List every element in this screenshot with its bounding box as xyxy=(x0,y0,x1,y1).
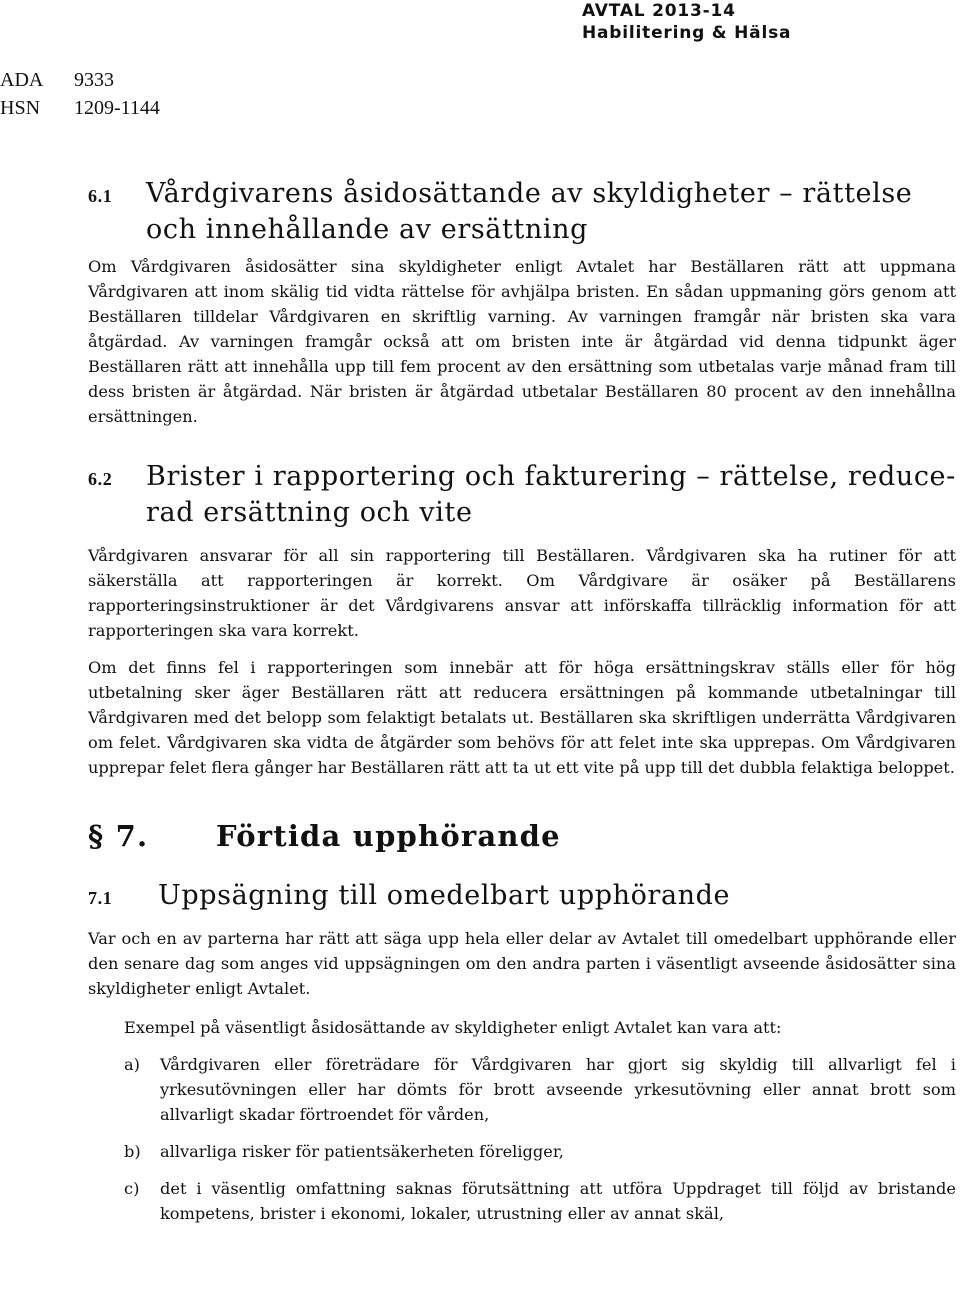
paragraph: Var och en av parterna har rätt att säga upp hela eller delar av Avtalet till omedelbart upphörande eller den senare dag som anges vid uppsägningen om den andra parten i väsentligt avseende åsidosätter sina skyldigheter enligt Avtalet. xyxy=(88,929,956,998)
paragraph: Vårdgivaren ansvarar för all sin rapportering till Beställaren. Vårdgivaren ska ha rutiner för att säkerställa att rapporteringen är korrekt. Om Vårdgivare är osäker på Beställarens rapporteringsinstruktioner är det Vårdgivarens ansvar att införskaffa tillräcklig information för att rapporteringen ska vara korrekt. xyxy=(88,546,956,640)
list-item xyxy=(88,1052,956,1127)
chapter-number: § 7. xyxy=(88,819,149,853)
list-text: Vårdgivaren eller företrädare för Vårdgivaren har gjort sig skyldig till allvarligt fel i yrkesutövningen eller har dömts för brott avseende yrkesutövning eller annat brott som allvarligt skadar förtroendet för vården, xyxy=(160,1055,956,1124)
section-number: 6.2 xyxy=(88,469,113,489)
list-text: det i väsentlig omfattning saknas förutsättning att utföra Uppdraget till följd av bristande kompetens, brister i ekonomi, lokaler, utrustning eller av annat skäl, xyxy=(160,1179,956,1223)
paragraph: Om det finns fel i rapporteringen som innebär att för höga ersättningskrav ställs eller för hög utbetalning sker äger Beställaren rätt att reducera ersättningen på kommande utbetalningar till Vårdgivaren med det belopp som felaktigt betalats ut. Beställaren ska skriftligen underrätta Vårdgivaren om felet. Vårdgivaren ska vidta de åtgärder som behövs för att felet inte ska upprepas. Om Vårdgivaren upprepar felet flera gånger har Beställaren rätt att ta ut ett vite på upp till det dubbla felaktiga beloppet. xyxy=(88,658,956,777)
list-item xyxy=(88,1176,956,1226)
document-header xyxy=(582,0,791,44)
list-item xyxy=(88,1139,956,1164)
section-heading-6-1 xyxy=(88,176,956,214)
document-ids xyxy=(0,66,160,122)
id-row xyxy=(0,94,160,122)
list-marker: a) xyxy=(124,1055,140,1074)
section-number: 7.1 xyxy=(88,888,113,908)
chapter-title: Förtida upphörande xyxy=(216,819,561,853)
list-marker: b) xyxy=(124,1142,141,1161)
section-heading-7-1 xyxy=(88,878,956,916)
document-body xyxy=(88,176,956,1226)
id-value: 9333 xyxy=(74,69,114,91)
area-label: Habilitering & Hälsa xyxy=(582,23,792,43)
id-value: 1209-1144 xyxy=(74,97,160,119)
section-number: 6.1 xyxy=(88,186,113,206)
list-intro: Exempel på väsentligt åsidosättande av skyldigheter enligt Avtalet kan vara att: xyxy=(124,1018,782,1037)
section-title-cont: och innehållande av ersättning xyxy=(146,214,588,245)
list-marker: c) xyxy=(124,1179,140,1198)
id-label: HSN xyxy=(0,97,41,119)
section-title: Uppsägning till omedelbart upphörande xyxy=(158,880,731,911)
section-heading-6-2 xyxy=(88,459,956,497)
chapter-heading-7 xyxy=(88,818,956,854)
section-heading-6-2-cont xyxy=(88,495,956,531)
id-label: ADA xyxy=(0,69,44,91)
section-heading-6-1-cont xyxy=(88,212,956,248)
agreement-label: AVTAL 2013-14 xyxy=(582,1,736,21)
section-title-cont: rad ersättning och vite xyxy=(146,497,473,528)
section-title: Vårdgivarens åsidosättande av skyldigheter – rättelse xyxy=(146,178,913,209)
section-title: Brister i rapportering och fakturering – rättelse, reduce- xyxy=(146,461,956,492)
list-text: allvarliga risker för patientsäkerheten föreligger, xyxy=(160,1142,564,1161)
paragraph: Om Vårdgivaren åsidosätter sina skyldigheter enligt Avtalet har Beställaren rätt att uppmana Vårdgivaren att inom skälig tid vidta rättelse för avhjälpa bristen. En sådan uppmaning görs genom att Beställaren tilldelar Vårdgivaren en skriftlig varning. Av varningen framgår när bristen ska vara åtgärdad. Av varningen framgår också att om bristen inte är åtgärdad vid denna tidpunkt äger Beställaren rätt att innehålla upp till fem procent av den ersättning som utbetalas varje månad fram till dess bristen är åtgärdad. När bristen är åtgärdad utbetalar Beställaren 80 procent av den innehållna ersättningen. xyxy=(88,257,956,426)
id-row xyxy=(0,66,160,94)
